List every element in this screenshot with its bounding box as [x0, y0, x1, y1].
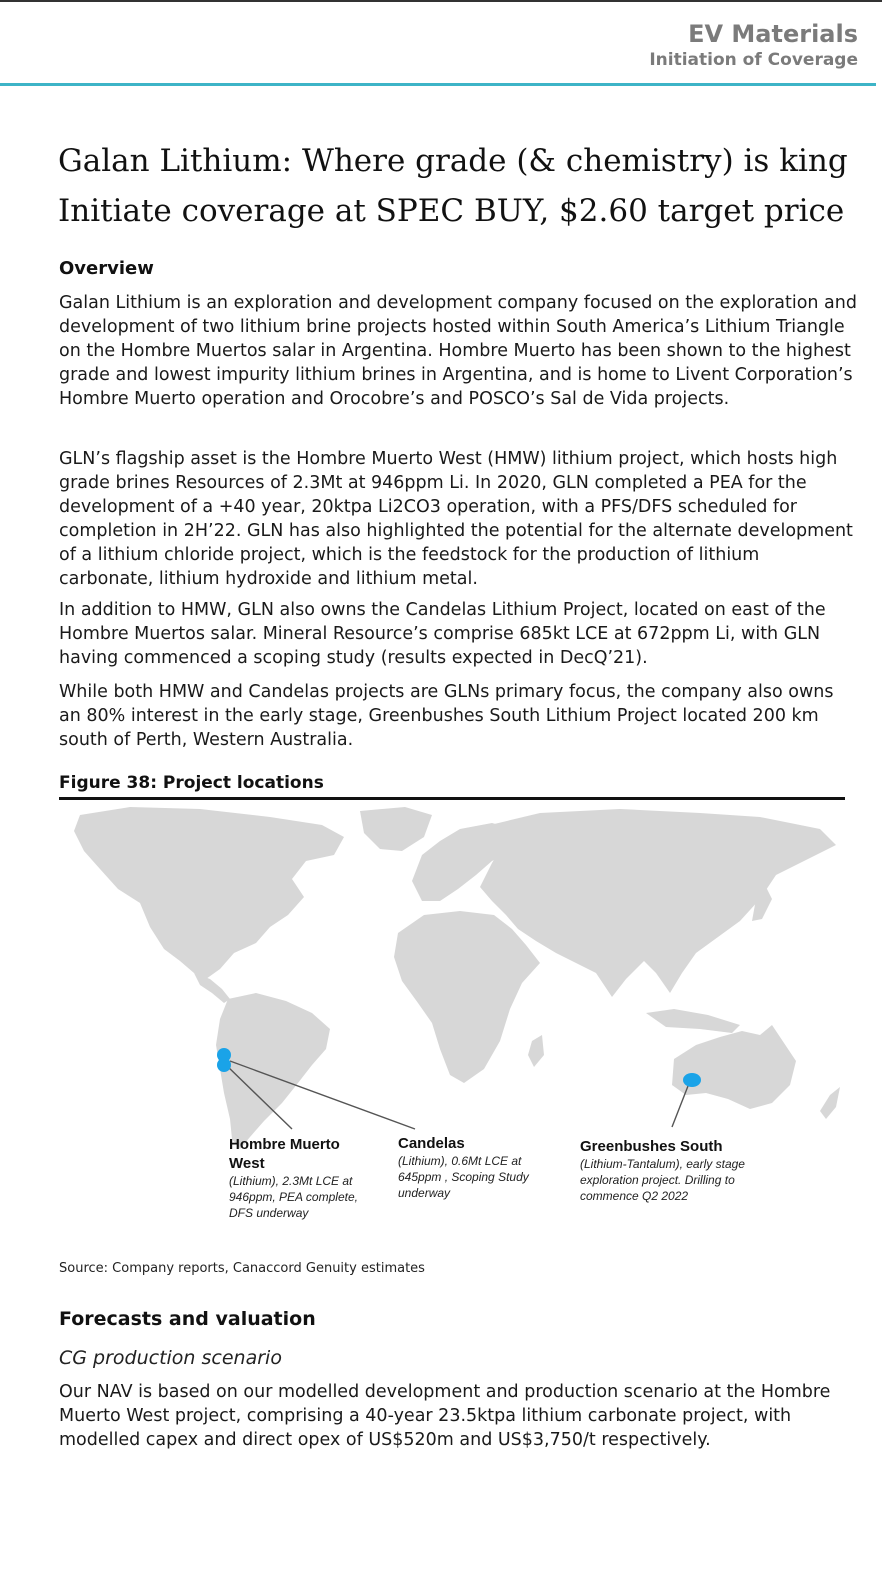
label-hombre-muerto-west-desc: (Lithium), 2.3Mt LCE at 946ppm, PEA complete, DFS underway	[229, 1174, 358, 1220]
australia-shape	[672, 1025, 796, 1109]
land-masses	[74, 807, 840, 1149]
report-type-subtitle: Initiation of Coverage	[649, 50, 858, 70]
production-scenario-subheading: CG production scenario	[59, 1347, 282, 1369]
indonesia-shape	[646, 1009, 740, 1033]
africa-shape	[394, 911, 540, 1083]
headline-line-2: Initiate coverage at SPEC BUY, $2.60 target price	[58, 193, 845, 229]
label-candelas	[398, 1134, 533, 1201]
forecasts-heading: Forecasts and valuation	[59, 1308, 316, 1330]
label-candelas-title: Candelas	[398, 1135, 465, 1152]
label-greenbushes-south	[580, 1137, 745, 1204]
greenland-shape	[360, 807, 432, 851]
report-header	[649, 20, 858, 71]
overview-heading: Overview	[59, 258, 154, 279]
leader-line-greenbushes	[672, 1086, 688, 1127]
top-border	[0, 0, 882, 2]
candelas-marker	[217, 1058, 231, 1072]
figure-title-rule	[59, 797, 845, 800]
greenbushes-south-marker	[683, 1073, 701, 1087]
figure-source-note: Source: Company reports, Canaccord Genuity estimates	[59, 1261, 425, 1276]
figure-title: Figure 38: Project locations	[59, 773, 324, 793]
label-greenbushes-south-desc: (Lithium-Tantalum), early stage exploration project. Drilling to commence Q2 2022	[580, 1157, 745, 1203]
world-map	[60, 803, 845, 1158]
label-hombre-muerto-west-title: Hombre Muerto West	[229, 1136, 340, 1172]
madagascar-shape	[528, 1035, 544, 1067]
label-candelas-desc: (Lithium), 0.6Mt LCE at 645ppm , Scoping Study underway	[398, 1154, 529, 1200]
headline	[58, 136, 868, 236]
overview-paragraph-1: Galan Lithium is an exploration and development company focused on the exploration and development of two lithium brine projects hosted within South America’s Lithium Triangle on the Hombre Muertos salar in Argentina. Hombre Muerto has been shown to the highest grade and lowest impurity lithium brines in Argentina, and is home to Livent Corporation’s Hombre Muerto operation and Orocobre’s and POSCO’s Sal de Vida projects.	[59, 293, 857, 409]
report-sector-title: EV Materials	[688, 20, 858, 48]
overview-paragraph-3: In addition to HMW, GLN also owns the Candelas Lithium Project, located on east of the Hombre Muertos salar. Mineral Resource’s comprise 685kt LCE at 672ppm Li, with GLN having commenced a scoping study (results expected in DecQ’21).	[59, 600, 826, 668]
forecasts-paragraph: Our NAV is based on our modelled development and production scenario at the Hombre Muerto West project, comprising a 40-year 23.5ktpa lithium carbonate project, with modelled capex and direct opex of US$520m and US$3,750/t respectively.	[59, 1382, 831, 1450]
header-divider	[0, 83, 876, 86]
north-america-shape	[74, 807, 344, 979]
new-zealand-shape	[820, 1087, 840, 1119]
central-america-shape	[194, 973, 230, 1003]
label-greenbushes-south-title: Greenbushes South	[580, 1138, 723, 1155]
label-hombre-muerto-west	[229, 1135, 379, 1221]
headline-line-1: Galan Lithium: Where grade (& chemistry) is king	[58, 143, 848, 179]
overview-paragraph-4: While both HMW and Candelas projects are GLNs primary focus, the company also owns an 80% interest in the early stage, Greenbushes South Lithium Project located 200 km south of Perth, Western Australia.	[59, 682, 834, 750]
overview-paragraph-2: GLN’s flagship asset is the Hombre Muerto West (HMW) lithium project, which hosts high grade brines Resources of 2.3Mt at 946ppm Li. In 2020, GLN completed a PEA for the development of a +40 year, 20ktpa Li2CO3 operation, with a PFS/DFS scheduled for completion in 2H’22. GLN has also highlighted the potential for the alternate development of a lithium chloride project, which is the feedstock for the production of lithium carbonate, lithium hydroxide and lithium metal.	[59, 449, 853, 589]
